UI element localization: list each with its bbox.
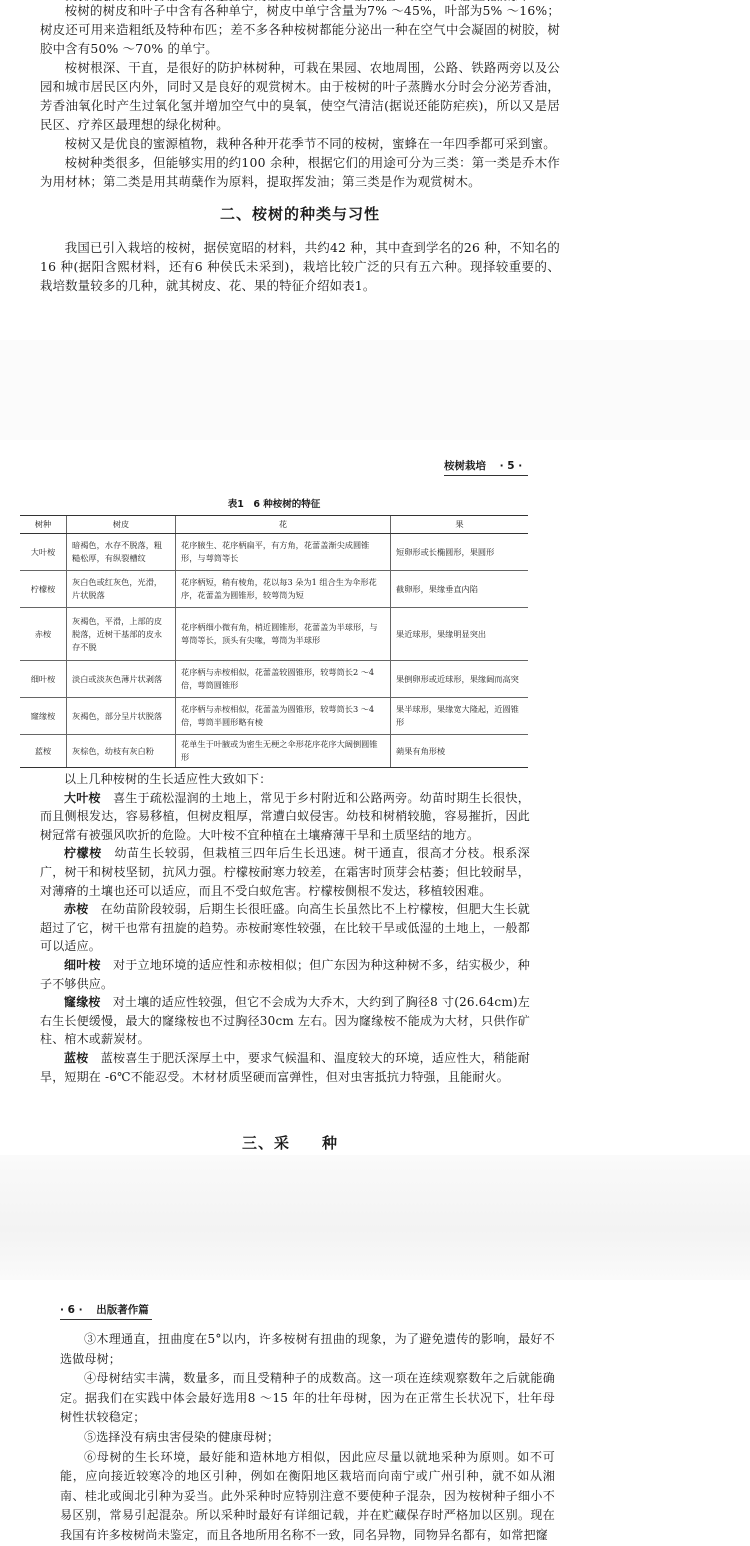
page-upper: [0, 0, 750, 340]
paragraph: ⑤选择没有病虫害侵染的健康母树；: [84, 1429, 280, 1444]
growth-item: [40, 900, 530, 956]
cell-flower: 花单生于叶腋或为密生无梗之伞形花序花序大阔倒圆锥形: [176, 735, 391, 768]
page-6-text: [60, 1330, 555, 1546]
cell-flower: 花序柄与赤桉相似，花蕾盖为圆锥形，较萼筒长3 ～4 倍，萼筒半圆形略有棱: [176, 698, 391, 735]
page-5: [0, 440, 750, 1155]
table-header-cell: 树种: [20, 516, 67, 534]
table-row: [20, 608, 528, 661]
running-head-title: 出版著作篇: [96, 1304, 149, 1316]
cell-species: 窿缘桉: [20, 698, 67, 735]
cell-species: 细叶桉: [20, 661, 67, 698]
growth-item: [40, 844, 530, 900]
growth-item: [40, 1049, 530, 1086]
page-number: · 5 ·: [499, 460, 523, 472]
cell-fruit: 果半球形，果缘宽大隆起，近圆锥形: [391, 698, 529, 735]
cell-species: 柠檬桉: [20, 571, 67, 608]
running-head: [444, 458, 522, 473]
table-row: [20, 698, 528, 735]
paragraph: 桉树根深、干直，是很好的防护林树种，可栽在果园、农地周围，公路、铁路两旁以及公园和城市居民区内外，同时又是良好的观赏树木。由于桉树的叶子蒸腾水分时会分泌芳香油，芳香油氧化时产生过氧化氢并增加空气中的臭氧，使空气清洁(据说还能防疟疾)，所以又是居民区、疗养区最理想的绿化树种。: [40, 60, 560, 132]
table-title: 表1 6 种桉树的特征: [227, 499, 321, 510]
growth-item: [40, 789, 530, 845]
table-row: [20, 735, 528, 768]
section-heading: 二、桉树的种类与习性: [219, 205, 380, 223]
growth-item: [40, 993, 530, 1049]
page-upper-text: [40, 0, 560, 295]
cell-bark: 灰白色或红灰色，光滑，片状脱落: [67, 571, 176, 608]
cell-bark: 暗褐色，水存不脱落，粗糙松厚，有纵裂槽纹: [67, 534, 176, 571]
paragraph: 桉树的树皮和叶子中含有各种单宁，树皮中单宁含量为7% ～45%，叶部为5% ～16%；树皮还可用来造粗纸及特种布匹；差不多各种桉树都能分泌出一种在空气中会凝固的树胶，树胶中含有50% ～70% 的单宁。: [40, 3, 560, 56]
species-name: 蓝桉: [64, 1050, 89, 1065]
cell-fruit: 果近球形，果缘明显突出: [391, 608, 529, 661]
growth-text: 幼苗生长较弱，但栽植三四年后生长迅速。树干通直，很高才分枝。根系深广，树干和树枝坚韧，抗风力强。柠檬桉耐寒力较差，在霜害时顶芽会枯萎；但比较耐旱，对薄瘠的土壤也还可以适应，而且不受白蚁危害。柠檬桉侧根不发达，移植较困难。: [40, 846, 530, 898]
cell-fruit: 蒴果有角形棱: [391, 735, 529, 768]
table-header-cell: 花: [176, 516, 391, 534]
page-gap: [0, 1155, 750, 1280]
cell-species: 蓝桉: [20, 735, 67, 768]
growth-adaptability: [40, 770, 530, 1086]
eucalyptus-feature-table: [20, 515, 528, 768]
paragraph: ⑥母树的生长环境，最好能和造林地方相似，因此应尽量以就地采种为原则。如不可能，应向接近较寒冷的地区引种，例如在衡阳地区栽培而向南宁或广州引种，就不如从湘南、桂北或闽北引种为妥当。此外采种时应特别注意不要使种子混杂，因为桉树种子细小不易区别，常易引起混杂。所以采种时最好有详细记载，并在贮藏保存时严格加以区别。现在我国有许多桉树尚未鉴定，而且各地所用名称不一致，同名异物，同物异名都有，如常把窿: [60, 1449, 555, 1542]
species-name: 柠檬桉: [64, 846, 102, 861]
cell-species: 大叶桉: [20, 534, 67, 571]
cell-bark: 灰褐色，平滑，上部的皮脱落，近树干基部的皮永存不脱: [67, 608, 176, 661]
table-header-row: [20, 516, 528, 534]
cell-fruit: 短卵形或长椭圆形，果圆形: [391, 534, 529, 571]
page-gap: [0, 340, 750, 440]
cell-bark: 灰棕色，幼枝有灰白粉: [67, 735, 176, 768]
growth-text: 对土壤的适应性较强，但它不会成为大乔木，大约到了胸径8 寸(26.64cm)左右生长便缓慢，最大的窿缘桉也不过胸径30cm 左右。因为窿缘桉不能成为大材，只供作矿柱、棺木或薪炭材。: [40, 995, 531, 1047]
cell-bark: 灰褐色，部分呈片状脱落: [67, 698, 176, 735]
growth-text: 喜生于疏松湿润的土地上，常见于乡村附近和公路两旁。幼苗时期生长很快，而且侧根发达，容易移植，但树皮粗厚，常遭白蚁侵害。幼枝和树梢较脆，容易摧折，因此树冠常有被强风吹折的危险。大叶桉不宜种植在土壤瘠薄干旱和土质坚结的地方。: [40, 790, 530, 842]
cell-species: 赤桉: [20, 608, 67, 661]
species-name: 窿缘桉: [64, 995, 101, 1010]
table-row: [20, 534, 528, 571]
cut-line-top: [40, 0, 560, 1]
cell-fruit: 果倒卵形或近球形，果缘阔而高突: [391, 661, 529, 698]
page-number: · 6 ·: [60, 1304, 83, 1316]
cell-flower: 花序柄短，稍有棱角，花以每3 朵为1 组合生为伞形花序，花蕾盖为圆锥形，较萼筒为短: [176, 571, 391, 608]
cell-fruit: 截卵形，果缘垂直内陷: [391, 571, 529, 608]
growth-intro: 以上几种桉树的生长适应性大致如下：: [64, 772, 272, 786]
running-head: [60, 1302, 149, 1317]
table-row: [20, 571, 528, 608]
cell-flower: 花序柄细小微有角，梢近圆锥形，花蕾盖为半球形，与萼筒等长，顶头有尖喙，萼筒为半球形: [176, 608, 391, 661]
table-header-cell: 树皮: [67, 516, 176, 534]
paragraph: 我国已引入栽培的桉树，据侯宽昭的材料，共约42 种，其中查到学名的26 种，不知名的16 种(据阳含熙材料，还有6 种侯氏未采到)，栽培比较广泛的只有五六种。现择较重要的、栽培数量较多的几种，就其树皮、花、果的特征介绍如表1。: [40, 240, 560, 293]
growth-item: [40, 956, 530, 993]
species-name: 细叶桉: [64, 957, 101, 972]
paragraph: ④母树结实丰满，数量多，而且受精种子的成数高。这一项在连续观察数年之后就能确定。据我们在实践中体会最好选用8 ～15 年的壮年母树，因为在正常生长状况下，壮年母树性状较稳定；: [60, 1371, 555, 1425]
header-rule: [444, 475, 528, 476]
cell-flower: 花序柄与赤桉相似，花蕾盖较圆锥形，较萼筒长2 ～4 倍，萼筒圆锥形: [176, 661, 391, 698]
cell-flower: 花序腋生、花序柄扁平，有方角，花蕾盖渐尖成圆锥形，与萼筒等长: [176, 534, 391, 571]
growth-text: 蓝桉喜生于肥沃深厚土中，要求气候温和、温度较大的环境，适应性大，稍能耐旱，短期在 -6℃不能忍受。木材材质坚硬而富弹性，但对虫害抵抗力特强，且能耐火。: [40, 1050, 530, 1084]
species-name: 赤桉: [64, 902, 89, 917]
paragraph: ③木理通直，扭曲度在5°以内，许多桉树有扭曲的现象，为了避免遗传的影响，最好不选做母树；: [60, 1332, 555, 1366]
growth-text: 在幼苗阶段较弱，后期生长很旺盛。向高生长虽然比不上柠檬桉，但肥大生长就超过了它，树干也常有扭旋的趋势。赤桉耐寒性较强，在比较干旱或低湿的土地上，一般都可以适应。: [40, 902, 530, 954]
paragraph: 桉树又是优良的蜜源植物，栽种各种开花季节不同的桉树，蜜蜂在一年四季都可采到蜜。: [64, 136, 556, 151]
growth-text: 对于立地环境的适应性和赤桉相似；但广东因为种这种树不多，结实极少，种子不够供应。: [40, 957, 530, 991]
running-head-title: 桉树栽培: [444, 460, 486, 472]
table-row: [20, 661, 528, 698]
header-rule: [60, 1319, 152, 1320]
table-header-cell: 果: [391, 516, 529, 534]
paragraph: 桉树种类很多，但能够实用的约100 余种，根据它们的用途可分为三类：第一类是乔木作为用材林；第二类是用其萌蘖作为原料，提取挥发油；第三类是作为观赏树木。: [40, 155, 560, 189]
page-6: [0, 1280, 750, 1546]
section-heading: 三、采 种: [241, 1134, 338, 1152]
cell-bark: 淡白或淡灰色薄片状剥落: [67, 661, 176, 698]
species-name: 大叶桉: [64, 790, 101, 805]
section-seed-collection: [40, 1120, 540, 1155]
